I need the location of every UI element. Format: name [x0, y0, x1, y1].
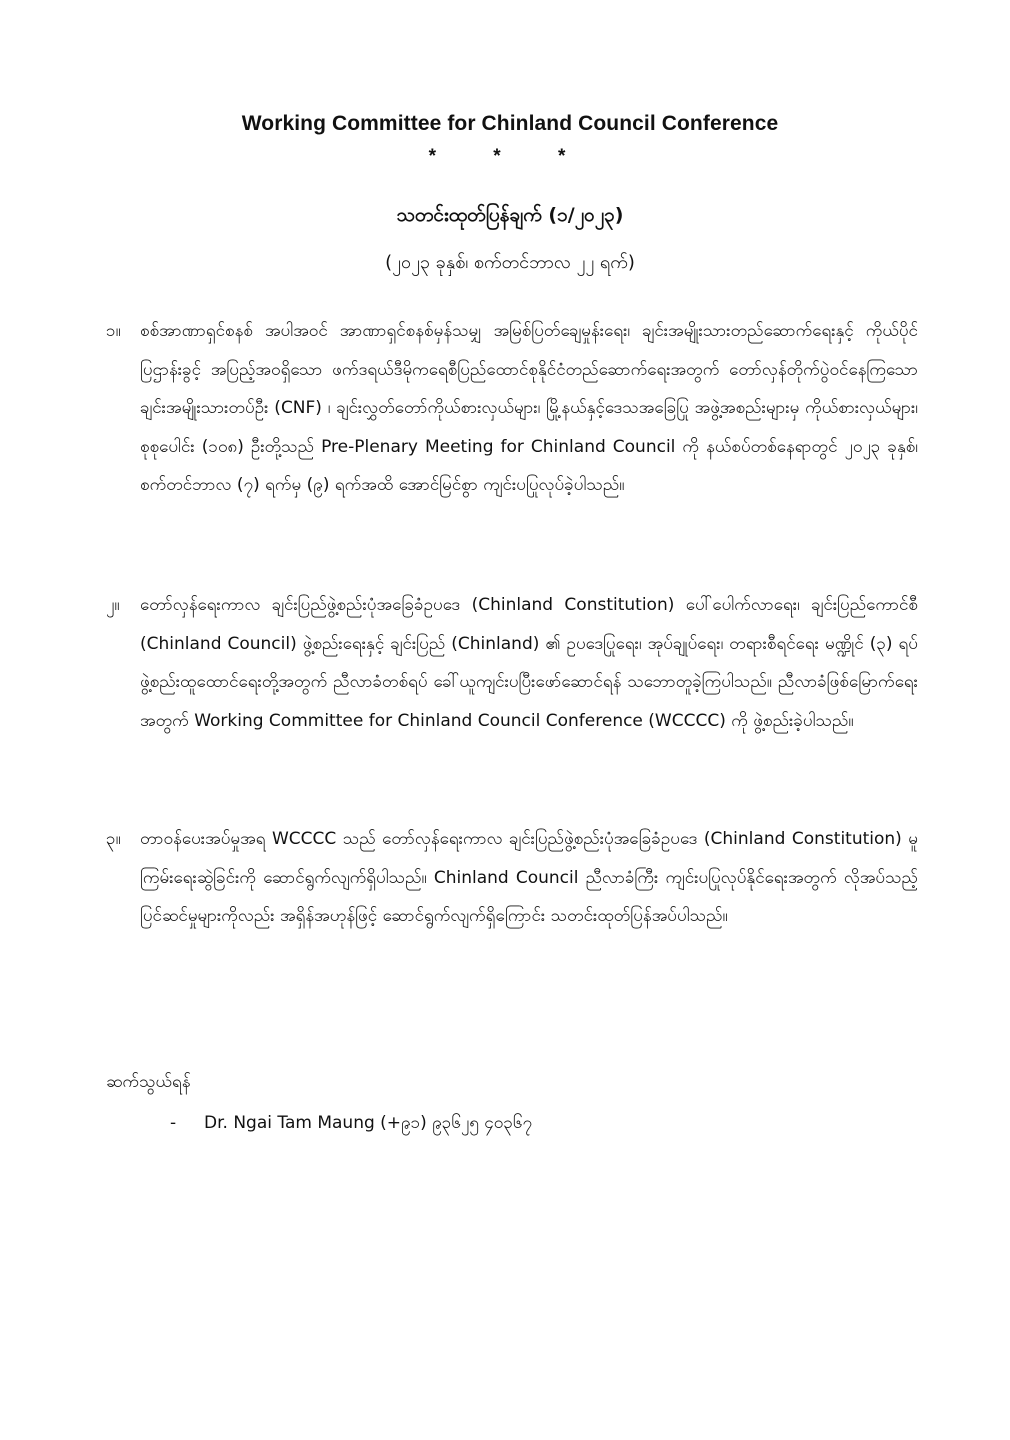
organization-title: Working Committee for Chinland Council Conference	[241, 112, 779, 135]
list-bullet: -	[170, 1113, 177, 1133]
paragraph-number: ၃။	[106, 829, 121, 849]
paragraph-text: တာဝန်ပေးအပ်မှုအရ WCCCC သည် တော်လှန်ရေးကာလ ချင်းပြည်ဖွဲ့စည်းပုံအခြေခံဥပဒေ (Chinland Constitution) မူကြမ်းရေးဆွဲခြင်းကို ဆောင်ရွက်လျက်ရှိပါသည်။ Chinland Council ညီလာခံကြီး ကျင်းပပြုလုပ်နိုင်ရေးအတွက် လိုအပ်သည့် ပြင်ဆင်မှုများကိုလည်း အရှိန်အဟုန်ဖြင့် ဆောင်ရွက်လျက်ရှိကြောင်း သတင်းထုတ်ပြန်အပ်ပါသည်။	[140, 829, 918, 926]
paragraph-text: စစ်အာဏာရှင်စနစ် အပါအဝင် အာဏာရှင်စနစ်မှန်သမျှ အမြစ်ပြတ်ချေမှုန်းရေး၊ ချင်းအမျိုးသားတည်ဆောက်ရေးနှင့် ကိုယ်ပိုင်ပြဌာန်းခွင့် အပြည့်အဝရှိသော ဖက်ဒရယ်ဒီမိုကရေစီပြည်ထောင်စုနိုင်ငံတည်ဆောက်ရေးအတွက် တော်လှန်တိုက်ပွဲဝင်နေကြသော ချင်းအမျိုးသားတပ်ဦး (CNF) ၊ ချင်းလွှတ်တော်ကိုယ်စားလှယ်များ၊ မြို့နယ်နှင့်ဒေသအခြေပြု အဖွဲ့အစည်းများမှ ကိုယ်စားလှယ်များ၊ စုစုပေါင်း (၁၀၈) ဦးတို့သည် Pre-Plenary Meeting for Chinland Council ကို နယ်စပ်တစ်နေရာတွင် ၂၀၂၃ ခုနှစ်၊ စက်တင်ဘာလ (၇) ရက်မှ (၉) ရက်အထိ အောင်မြင်စွာ ကျင်းပပြုလုပ်ခဲ့ပါသည်။	[140, 321, 918, 495]
contact-entry	[170, 1112, 532, 1137]
press-release-date: (၂၀၂၃ ခုနှစ်၊ စက်တင်ဘာလ ၂၂ ရက်)	[385, 252, 635, 273]
paragraph-1	[106, 312, 918, 505]
paragraph-number: ၂။	[106, 595, 120, 615]
title-separator: * * *	[428, 146, 592, 167]
paragraph-number: ၁။	[106, 321, 121, 341]
contact-label: ဆက်သွယ်ရန်	[106, 1072, 191, 1092]
paragraph-3	[106, 820, 918, 936]
press-release-heading: သတင်းထုတ်ပြန်ချက် (၁/၂၀၂၃)	[396, 204, 624, 226]
paragraph-text: တော်လှန်ရေးကာလ ချင်းပြည်ဖွဲ့စည်းပုံအခြေခံဥပဒေ (Chinland Constitution) ပေါ်ပေါက်လာရေး၊ ချင်းပြည်ကောင်စီ (Chinland Council) ဖွဲ့စည်းရေးနှင့် ချင်းပြည် (Chinland) ၏ ဥပဒေပြုရေး၊ အုပ်ချုပ်ရေး၊ တရားစီရင်ရေး မဏ္ဍိုင် (၃) ရပ် ဖွဲ့စည်းထူထောင်ရေးတို့အတွက် ညီလာခံတစ်ရပ် ခေါ်ယူကျင်းပပြီးဖော်ဆောင်ရန် သဘောတူခဲ့ကြပါသည်။ ညီလာခံဖြစ်မြောက်ရေးအတွက် Working Committee for Chinland Council Conference (WCCCC) ကို ဖွဲ့စည်းခဲ့ပါသည်။	[140, 595, 918, 731]
contact-details: Dr. Ngai Tam Maung (+၉၁) ၉၃၆၂၅ ၄၀၃၆၇	[204, 1113, 533, 1133]
paragraph-2	[106, 586, 918, 740]
